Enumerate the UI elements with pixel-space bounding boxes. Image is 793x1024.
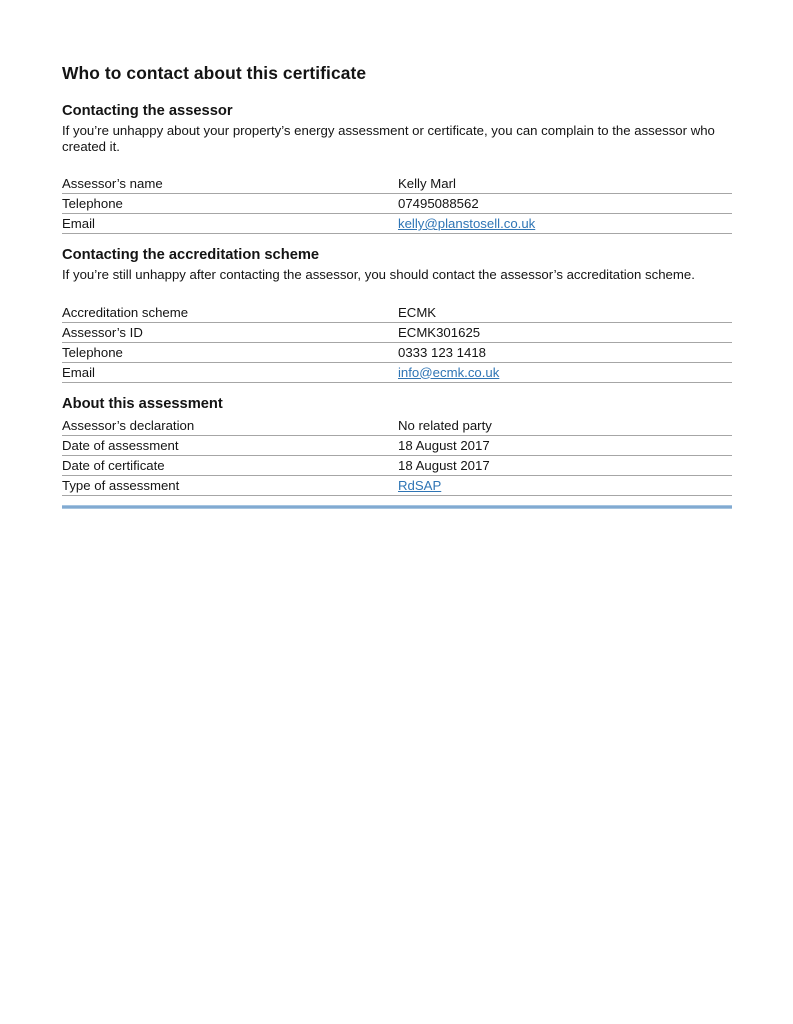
table-row — [62, 194, 732, 214]
row-value: 0333 123 1418 — [398, 344, 487, 360]
table-row — [62, 323, 732, 343]
table-row — [62, 416, 732, 436]
row-value-link[interactable]: RdSAP — [398, 477, 442, 493]
table-row — [62, 174, 732, 194]
table-row — [62, 343, 732, 363]
certificate-page — [0, 0, 793, 509]
row-label: Type of assessment — [62, 477, 180, 493]
row-value: ECMK301625 — [398, 324, 481, 340]
row-label: Telephone — [62, 344, 123, 360]
contact-section — [62, 103, 732, 234]
row-value-link[interactable]: kelly@planstosell.co.uk — [398, 216, 536, 231]
page-content — [62, 63, 732, 509]
row-value-link[interactable]: info@ecmk.co.uk — [398, 364, 500, 380]
row-label: Assessor’s ID — [62, 324, 143, 340]
row-label: Date of assessment — [62, 437, 179, 453]
table-row — [62, 363, 732, 383]
row-label: Telephone — [62, 196, 123, 211]
row-value: ECMK — [398, 304, 437, 320]
row-label: Accreditation scheme — [62, 304, 189, 320]
section-heading: Contacting the accreditation scheme — [62, 247, 320, 263]
row-label: Assessor’s declaration — [62, 417, 195, 433]
row-value: Kelly Marl — [398, 176, 456, 191]
details-table — [62, 416, 732, 496]
row-label: Assessor’s name — [62, 176, 163, 191]
row-label: Date of certificate — [62, 457, 165, 473]
section-heading: About this assessment — [62, 395, 223, 412]
section-heading: Contacting the assessor — [62, 103, 233, 119]
section-description: If you’re still unhappy after contacting the assessor, you should contact the assessor’s accreditation scheme. — [62, 267, 695, 282]
section-description: If you’re unhappy about your property’s energy assessment or certificate, you can complain to the assessor who created it. — [62, 123, 715, 154]
row-value: 07495088562 — [398, 196, 479, 211]
table-row — [62, 456, 732, 476]
row-value: No related party — [398, 417, 492, 433]
row-label: Email — [62, 364, 95, 380]
details-table — [62, 303, 732, 383]
table-row — [62, 303, 732, 323]
details-table — [62, 174, 732, 234]
page-title: Who to contact about this certificate — [62, 63, 367, 83]
sections-container — [62, 103, 732, 496]
table-row — [62, 476, 732, 496]
row-value: 18 August 2017 — [398, 437, 490, 453]
row-label: Email — [62, 216, 95, 231]
contact-section — [62, 396, 732, 496]
table-row — [62, 436, 732, 456]
contact-section — [62, 247, 732, 383]
row-value: 18 August 2017 — [398, 457, 490, 473]
table-row — [62, 214, 732, 234]
section-divider — [62, 505, 732, 509]
